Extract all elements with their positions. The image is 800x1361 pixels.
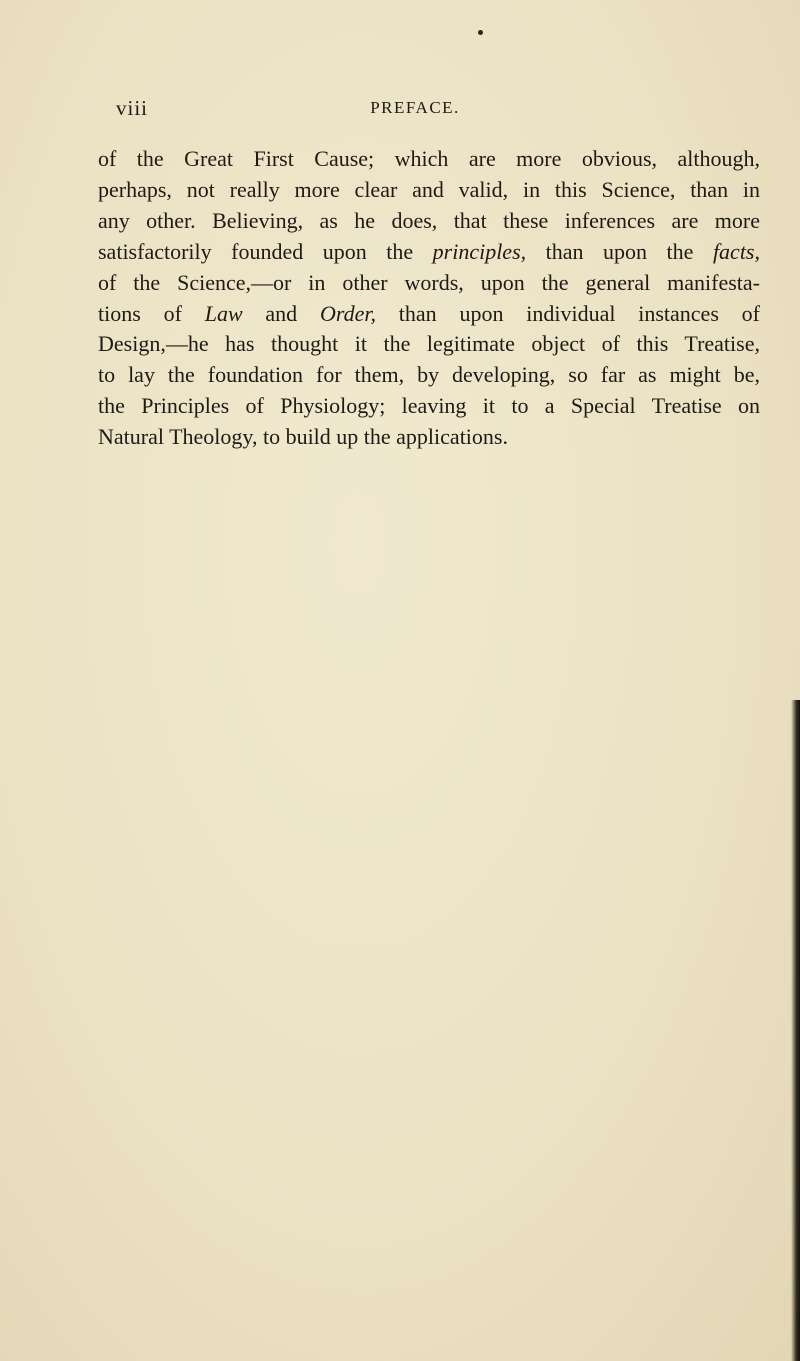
text-run: of the Science,—or in other words, upon the general manifesta- (98, 269, 760, 295)
text-run: Design,—he has thought it the legitimate object of this Treatise, (98, 331, 760, 357)
text-run: any other. Believing, as he does, that these inferences are more (98, 207, 760, 233)
running-head: PREFACE. (370, 98, 460, 117)
ink-speck (478, 30, 483, 35)
text-run: to lay the foundation for them, by developing, so far as might be, (98, 362, 760, 388)
page-edge-shadow (791, 700, 800, 1361)
text-run: tions of (98, 300, 205, 326)
body-paragraph (98, 144, 760, 453)
text-line (98, 329, 760, 360)
text-line (98, 175, 760, 206)
text-line (98, 391, 760, 422)
text-run: and (242, 300, 320, 326)
text-run: of the Great First Cause; which are more obvious, although, (98, 146, 760, 171)
text-line (98, 237, 760, 268)
italic-run: Law (204, 300, 243, 326)
text-run: perhaps, not really more clear and valid, in this Science, than in (98, 176, 760, 202)
italic-run: facts, (712, 238, 760, 264)
text-line (98, 299, 760, 330)
text-line (98, 268, 760, 299)
text-run: the Principles of Physiology; leaving it to a Special Treatise on (98, 393, 760, 419)
text-run: than upon individual instances of (376, 300, 760, 326)
text-line (98, 360, 760, 391)
text-line (98, 422, 760, 453)
italic-run: Order, (319, 300, 376, 326)
text-run: satisfactorily founded upon the (98, 238, 433, 264)
text-line (98, 144, 760, 175)
text-run: than upon the (526, 238, 713, 264)
text-line (98, 206, 760, 237)
italic-run: principles, (432, 238, 527, 264)
page-number: viii (116, 96, 149, 120)
text-run: Natural Theology, to build up the applications. (98, 424, 508, 450)
